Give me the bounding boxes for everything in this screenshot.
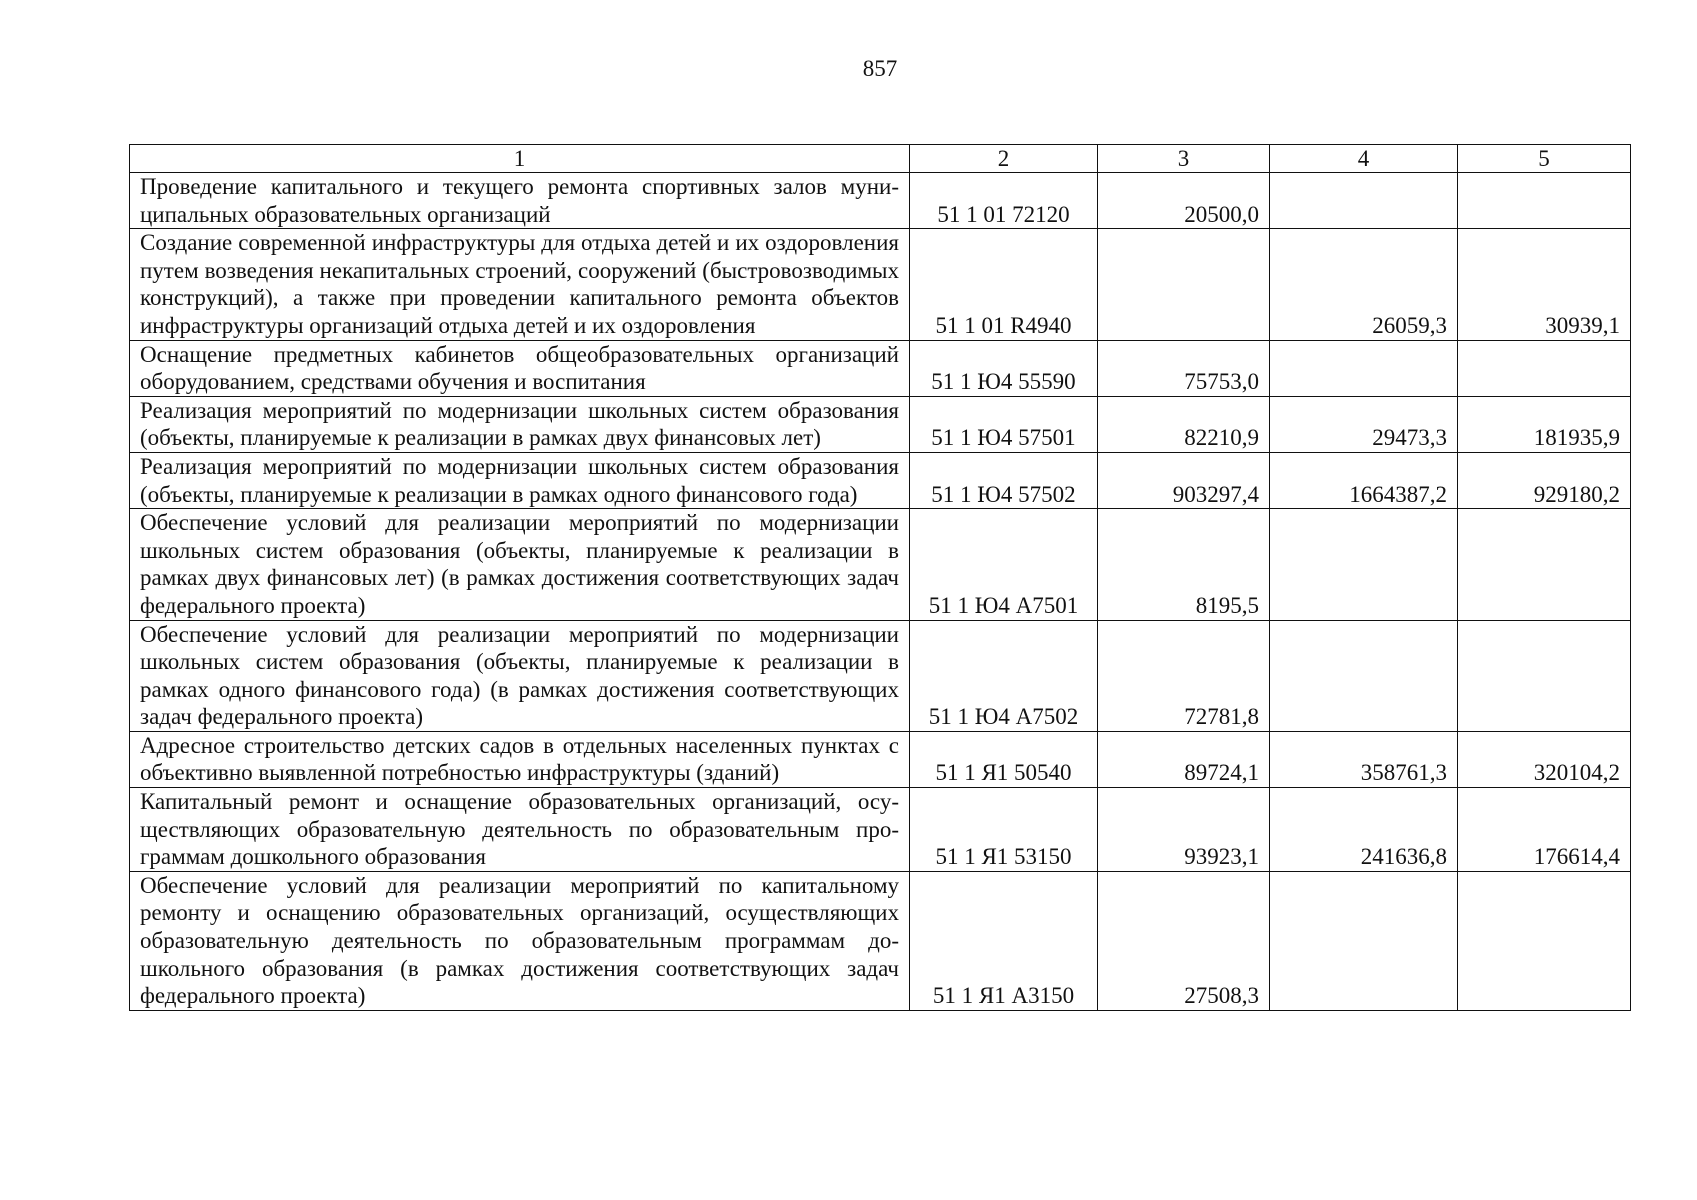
table-row (130, 620, 1631, 731)
row-value-col4: 1664387,2 (1270, 452, 1458, 508)
table-row (130, 229, 1631, 340)
table-row (130, 509, 1631, 620)
row-code: 51 1 Ю4 57501 (910, 396, 1098, 452)
table-row (130, 871, 1631, 1010)
row-description: Оснащение предметных кабинетов общеобразовательных организаций оборудованием, средствами обучения и воспитания (130, 340, 910, 396)
row-description: Обеспечение условий для реализации мероприятий по капитальному ремонту и оснащению образовательных организаций, осуществляющих образовательную деятельность по образовательным программам дошкольного образования (в рамках достижения соответствующих задач федерального проекта) (130, 871, 910, 1010)
row-value-col4: 26059,3 (1270, 229, 1458, 340)
header-row (130, 145, 1631, 173)
row-value-col3: 20500,0 (1098, 173, 1270, 229)
table-body (130, 173, 1631, 1011)
row-value-col4 (1270, 173, 1458, 229)
table-row (130, 340, 1631, 396)
row-value-col3: 75753,0 (1098, 340, 1270, 396)
row-description: Обеспечение условий для реализации мероприятий по модернизации школьных систем образования (объекты, планируемые к реализации в рамках одного финансового года) (в рамках достижения соответствующих задач федерального проекта) (130, 620, 910, 731)
header-col-5: 5 (1458, 145, 1631, 173)
row-value-col5 (1458, 620, 1631, 731)
row-value-col3: 82210,9 (1098, 396, 1270, 452)
row-value-col5: 181935,9 (1458, 396, 1631, 452)
row-value-col3: 93923,1 (1098, 788, 1270, 872)
table-row (130, 396, 1631, 452)
row-description: Реализация мероприятий по модернизации школьных систем образования (объекты, планируемые к реализации в рамках одного финансового года) (130, 452, 910, 508)
row-value-col4: 241636,8 (1270, 788, 1458, 872)
header-col-4: 4 (1270, 145, 1458, 173)
row-description: Капитальный ремонт и оснащение образовательных организаций, осуществляющих образовательную деятельность по образовательным программам дошкольного образования (130, 788, 910, 872)
row-value-col3: 72781,8 (1098, 620, 1270, 731)
table-row (130, 788, 1631, 872)
row-value-col4 (1270, 340, 1458, 396)
row-value-col4 (1270, 871, 1458, 1010)
row-value-col5: 320104,2 (1458, 731, 1631, 787)
table-header (130, 145, 1631, 173)
row-value-col5 (1458, 871, 1631, 1010)
row-code: 51 1 01 72120 (910, 173, 1098, 229)
row-code: 51 1 Я1 50540 (910, 731, 1098, 787)
row-value-col4: 358761,3 (1270, 731, 1458, 787)
row-value-col5: 929180,2 (1458, 452, 1631, 508)
page-number: 857 (862, 56, 898, 81)
row-code: 51 1 Ю4 А7502 (910, 620, 1098, 731)
row-code: 51 1 Ю4 55590 (910, 340, 1098, 396)
row-description: Реализация мероприятий по модернизации школьных систем образования (объекты, планируемые к реализации в рамках двух финансовых лет) (130, 396, 910, 452)
row-description: Обеспечение условий для реализации мероприятий по модернизации школьных систем образования (объекты, планируемые к реализации в рамках двух финансовых лет) (в рамках достижения соответствующих задач федерального проекта) (130, 509, 910, 620)
row-value-col4 (1270, 620, 1458, 731)
row-value-col3: 27508,3 (1098, 871, 1270, 1010)
row-value-col4: 29473,3 (1270, 396, 1458, 452)
row-code: 51 1 01 R4940 (910, 229, 1098, 340)
row-value-col4 (1270, 509, 1458, 620)
row-value-col3: 903297,4 (1098, 452, 1270, 508)
row-code: 51 1 Я1 А3150 (910, 871, 1098, 1010)
row-value-col3 (1098, 229, 1270, 340)
header-col-3: 3 (1098, 145, 1270, 173)
row-code: 51 1 Я1 53150 (910, 788, 1098, 872)
table-row (130, 731, 1631, 787)
row-value-col5: 30939,1 (1458, 229, 1631, 340)
row-value-col5 (1458, 173, 1631, 229)
row-value-col3: 89724,1 (1098, 731, 1270, 787)
table-row (130, 173, 1631, 229)
table-row (130, 452, 1631, 508)
row-value-col3: 8195,5 (1098, 509, 1270, 620)
row-value-col5 (1458, 340, 1631, 396)
row-code: 51 1 Ю4 А7501 (910, 509, 1098, 620)
row-description: Проведение капитального и текущего ремонта спортивных залов муниципальных образовательных организаций (130, 173, 910, 229)
row-description: Создание современной инфраструктуры для отдыха детей и их оздоровления путем возведения некапитальных строений, сооружений (быстровозводимых конструкций), а также при проведении капитального ремонта объектов инфраструктуры организаций отдыха детей и их оздоровления (130, 229, 910, 340)
header-col-2: 2 (910, 145, 1098, 173)
row-code: 51 1 Ю4 57502 (910, 452, 1098, 508)
row-value-col5: 176614,4 (1458, 788, 1631, 872)
header-col-1: 1 (130, 145, 910, 173)
row-value-col5 (1458, 509, 1631, 620)
budget-table (129, 144, 1631, 1011)
row-description: Адресное строительство детских садов в отдельных населенных пунктах с объективно выявленной потребностью инфраструктуры (зданий) (130, 731, 910, 787)
